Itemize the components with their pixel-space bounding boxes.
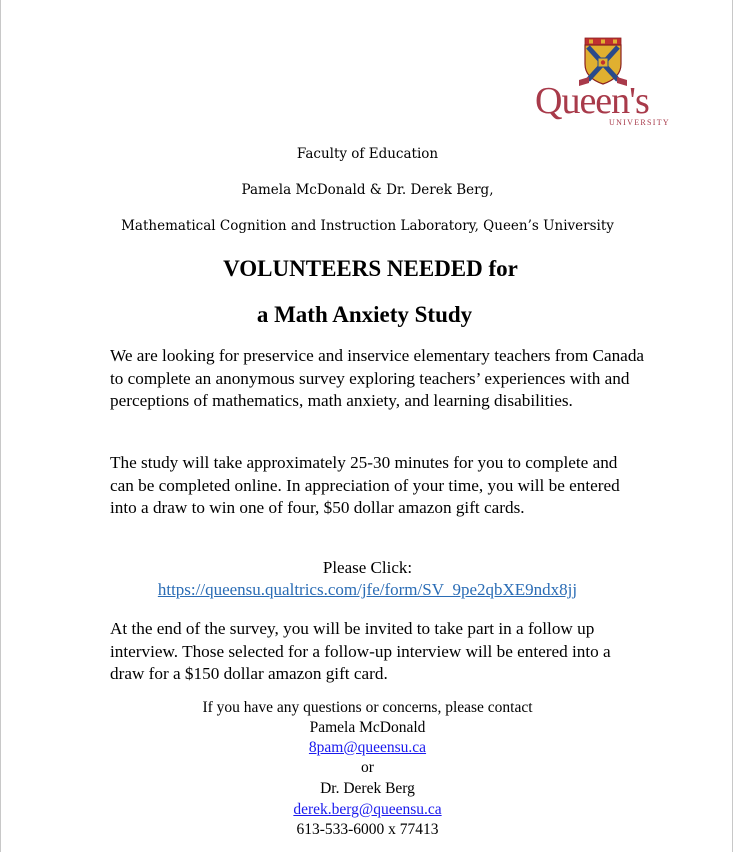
intro-paragraph: We are looking for preservice and inservice elementary teachers from Canada to complete an anonymous survey exploring teachers’ experiences with and perceptions of mathematics, math anxiety, and learning disabilities. [110, 346, 645, 410]
contact-name-1: Pamela McDonald [309, 719, 426, 736]
click-label: Please Click: [322, 558, 413, 577]
survey-link[interactable]: https://queensu.qualtrics.com/jfe/form/SV_9pe2qbXE9ndx8jj [157, 580, 578, 599]
lab-line: Mathematical Cognition and Instruction Laboratory, Queen’s University [121, 218, 614, 234]
contact-name-2: Dr. Derek Berg [320, 780, 415, 797]
queens-university-logo [534, 36, 674, 136]
interview-paragraph: At the end of the survey, you will be invited to take part in a follow up interview. Those selected for a follow-up interview will be entered into a draw for a $150 dollar amazon gift card. [110, 619, 611, 683]
title-line-1: VOLUNTEERS NEEDED for [223, 256, 518, 281]
contact-phone: 613-533-6000 x 77413 [296, 821, 439, 838]
logo-subtext: UNIVERSITY [609, 118, 670, 127]
survey-link-row [1, 579, 733, 601]
contact-email-row-1 [1, 738, 733, 758]
email-link-pamela[interactable]: 8pam@queensu.ca [308, 739, 427, 756]
email-link-derek[interactable]: derek.berg@queensu.ca [293, 801, 442, 818]
faculty-heading: Faculty of Education [296, 146, 439, 162]
study-details-paragraph: The study will take approximately 25-30 minutes for you to complete and can be completed online. In appreciation of your time, you will be entered into a draw to win one of four, $50 dollar amazon gift cards. [110, 453, 620, 517]
title-line-2: a Math Anxiety Study [256, 302, 473, 327]
researchers-line: Pamela McDonald & Dr. Derek Berg, [241, 182, 494, 198]
logo-wordmark: Queen's [535, 80, 649, 122]
coat-of-arms-icon [579, 36, 627, 86]
contact-intro: If you have any questions or concerns, please contact [202, 699, 533, 716]
contact-email-row-2 [1, 800, 733, 820]
contact-or: or [361, 759, 374, 776]
